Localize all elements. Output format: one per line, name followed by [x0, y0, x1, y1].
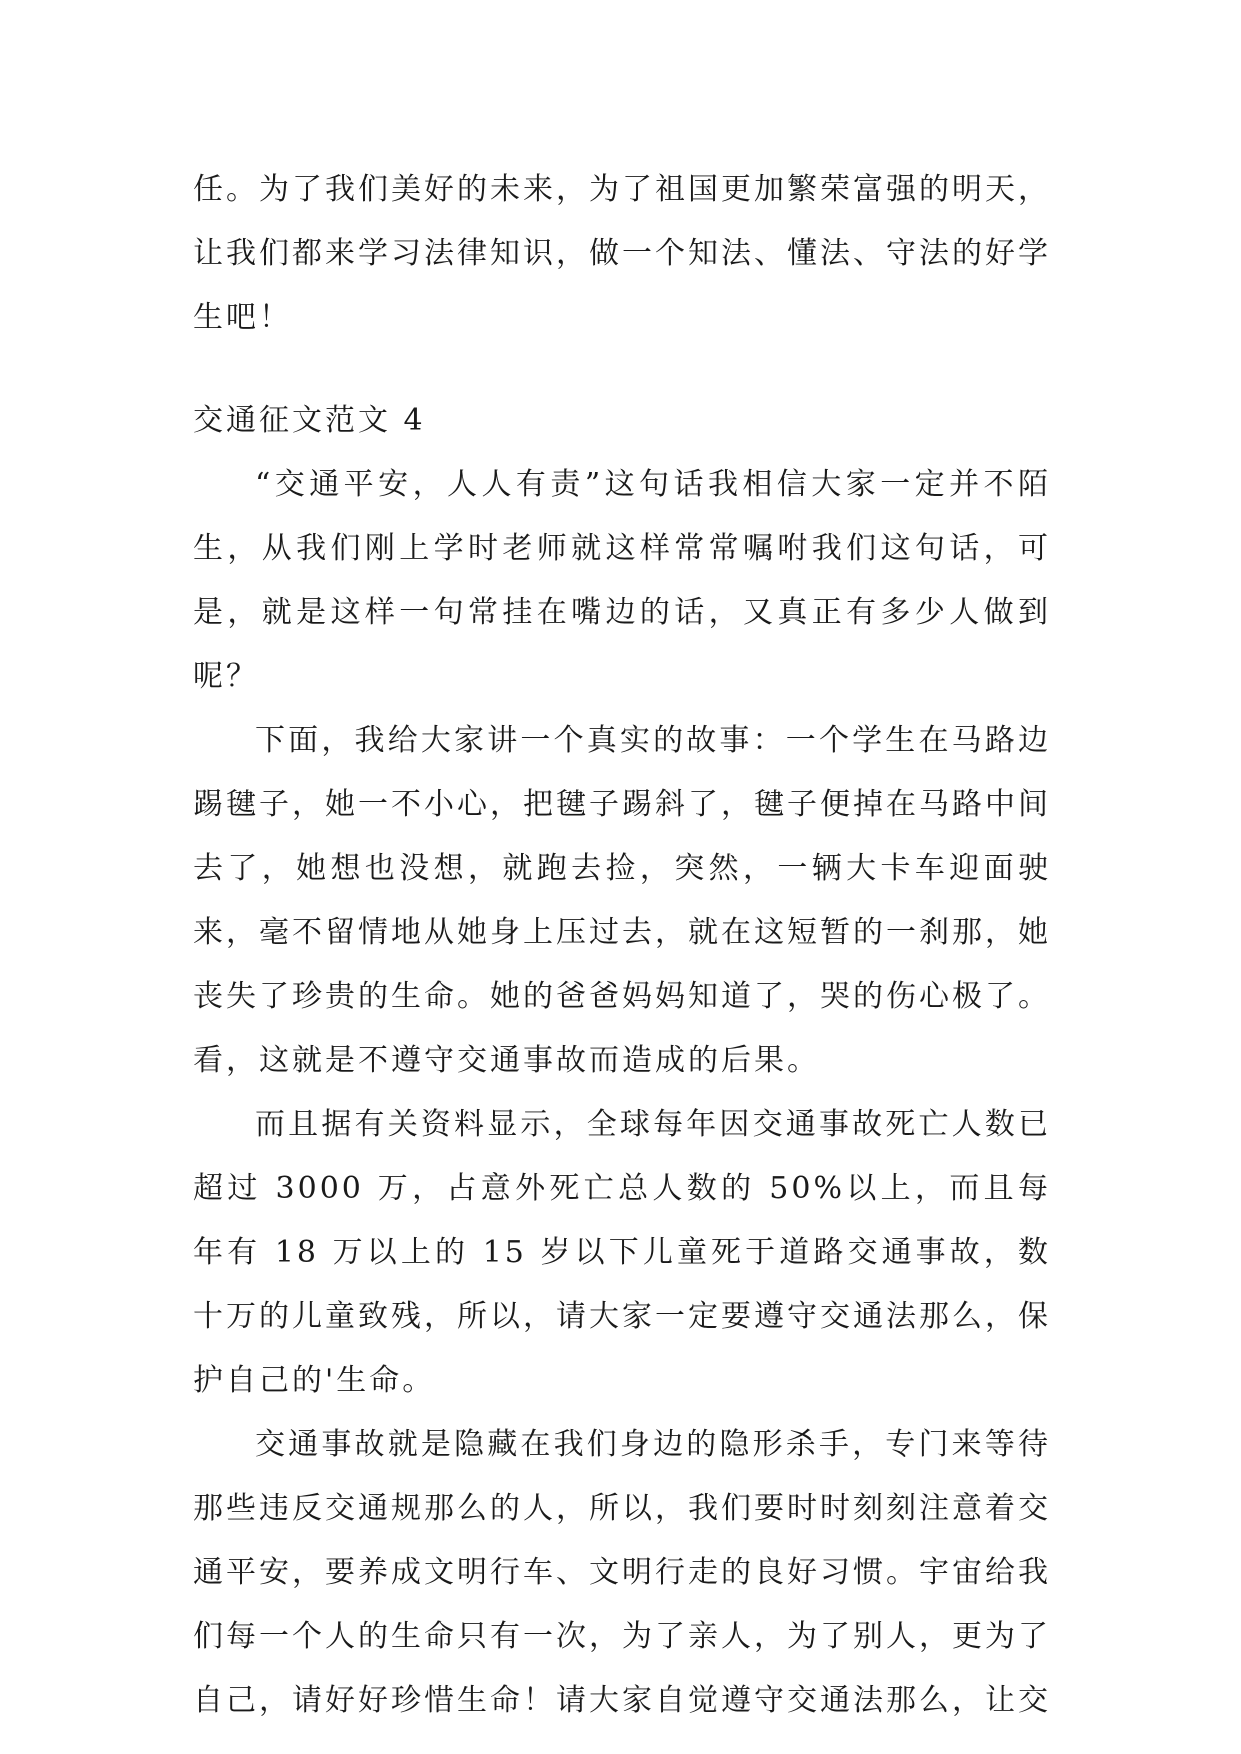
paragraph: 交通事故就是隐藏在我们身边的隐形杀手，专门来等待那些违反交通规那么的人，所以，我们要时时刻刻注意着交通平安，要养成文明行车、文明行走的良好习惯。宇宙给我们每一个人的生命只有一次，为了亲人，为了别人，更为了自己，请好好珍惜生命！请大家自觉遵守交通法那么，让交	[193, 1427, 1051, 1718]
paragraph: 而且据有关资料显示，全球每年因交通事故死亡人数已超过 3000 万，占意外死亡总人数的 50%以上，而且每年有 18 万以上的 15 岁以下儿童死于道路交通事故，数十万的儿童致残，所以，请大家一定要遵守交通法那么，保护自己的'生命。	[193, 1107, 1051, 1398]
intro-paragraph: 任。为了我们美好的未来，为了祖国更加繁荣富强的明天，让我们都来学习法律知识，做一个知法、懂法、守法的好学生吧！	[193, 172, 1051, 335]
section-title: 交通征文范文 4	[193, 403, 426, 438]
essay-section	[193, 389, 1051, 1733]
paragraph: “交通平安，人人有责”这句话我相信大家一定并不陌生，从我们刚上学时老师就这样常常嘱咐我们这句话，可是，就是这样一句常挂在嘴边的话，又真正有多少人做到呢？	[193, 467, 1051, 694]
paragraph: 下面，我给大家讲一个真实的故事：一个学生在马路边踢毽子，她一不小心，把毽子踢斜了，毽子便掉在马路中间去了，她想也没想，就跑去捡，突然，一辆大卡车迎面驶来，毫不留情地从她身上压过去，就在这短暂的一刹那，她丧失了珍贵的生命。她的爸爸妈妈知道了，哭的伤心极了。看，这就是不遵守交通事故而造成的后果。	[193, 723, 1051, 1078]
intro-block	[193, 158, 1051, 350]
